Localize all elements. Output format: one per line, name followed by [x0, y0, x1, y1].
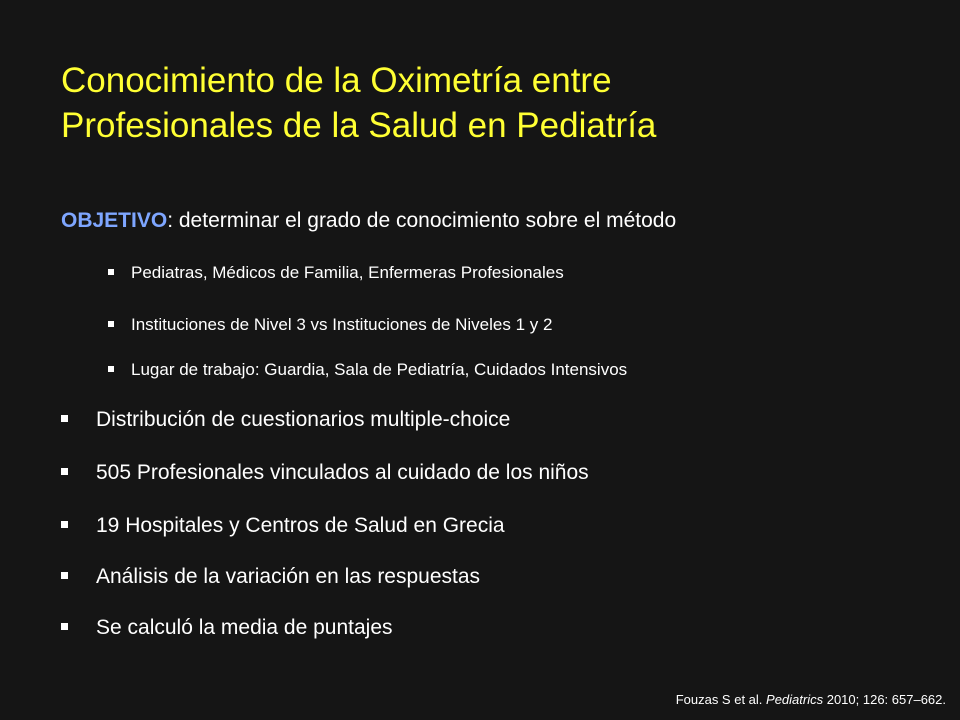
square-bullet-icon: [61, 623, 68, 630]
citation-journal: Pediatrics: [766, 692, 824, 707]
square-bullet-icon: [61, 415, 68, 422]
bullet-text: Distribución de cuestionarios multiple-choice: [96, 408, 511, 431]
bullet-item: [61, 614, 393, 642]
sub-bullet-item: [108, 313, 552, 337]
bullet-text: 505 Profesionales vinculados al cuidado de los niños: [96, 461, 589, 484]
bullet-item: [61, 563, 480, 591]
square-bullet-icon: [108, 269, 114, 275]
slide-title: [61, 58, 921, 148]
square-bullet-icon: [61, 572, 68, 579]
bullet-text: 19 Hospitales y Centros de Salud en Grecia: [96, 514, 505, 537]
citation: [676, 691, 946, 709]
bullet-item: [61, 459, 589, 487]
sub-bullet-text: Lugar de trabajo: Guardia, Sala de Pediatría, Cuidados Intensivos: [131, 360, 628, 379]
objective-keyword: OBJETIVO: [61, 209, 168, 232]
square-bullet-icon: [108, 366, 114, 372]
objective-line: [61, 207, 676, 235]
bullet-item: [61, 406, 510, 434]
title-line-2: Profesionales de la Salud en Pediatría: [61, 106, 657, 145]
square-bullet-icon: [61, 468, 68, 475]
sub-bullet-text: Instituciones de Nivel 3 vs Instituciones de Niveles 1 y 2: [131, 315, 553, 334]
title-line-1: Conocimiento de la Oximetría entre: [61, 61, 612, 100]
square-bullet-icon: [108, 321, 114, 327]
citation-authors: Fouzas S et al.: [675, 692, 763, 707]
bullet-text: Se calculó la media de puntajes: [96, 616, 393, 639]
sub-bullet-text: Pediatras, Médicos de Familia, Enfermeras Profesionales: [131, 263, 564, 282]
sub-bullet-item: [108, 358, 627, 382]
square-bullet-icon: [61, 521, 68, 528]
bullet-item: [61, 512, 505, 540]
objective-text: : determinar el grado de conocimiento sobre el método: [167, 209, 677, 232]
citation-details: 2010; 126: 657–662.: [823, 692, 946, 707]
sub-bullet-item: [108, 261, 564, 285]
bullet-text: Análisis de la variación en las respuestas: [96, 565, 481, 588]
